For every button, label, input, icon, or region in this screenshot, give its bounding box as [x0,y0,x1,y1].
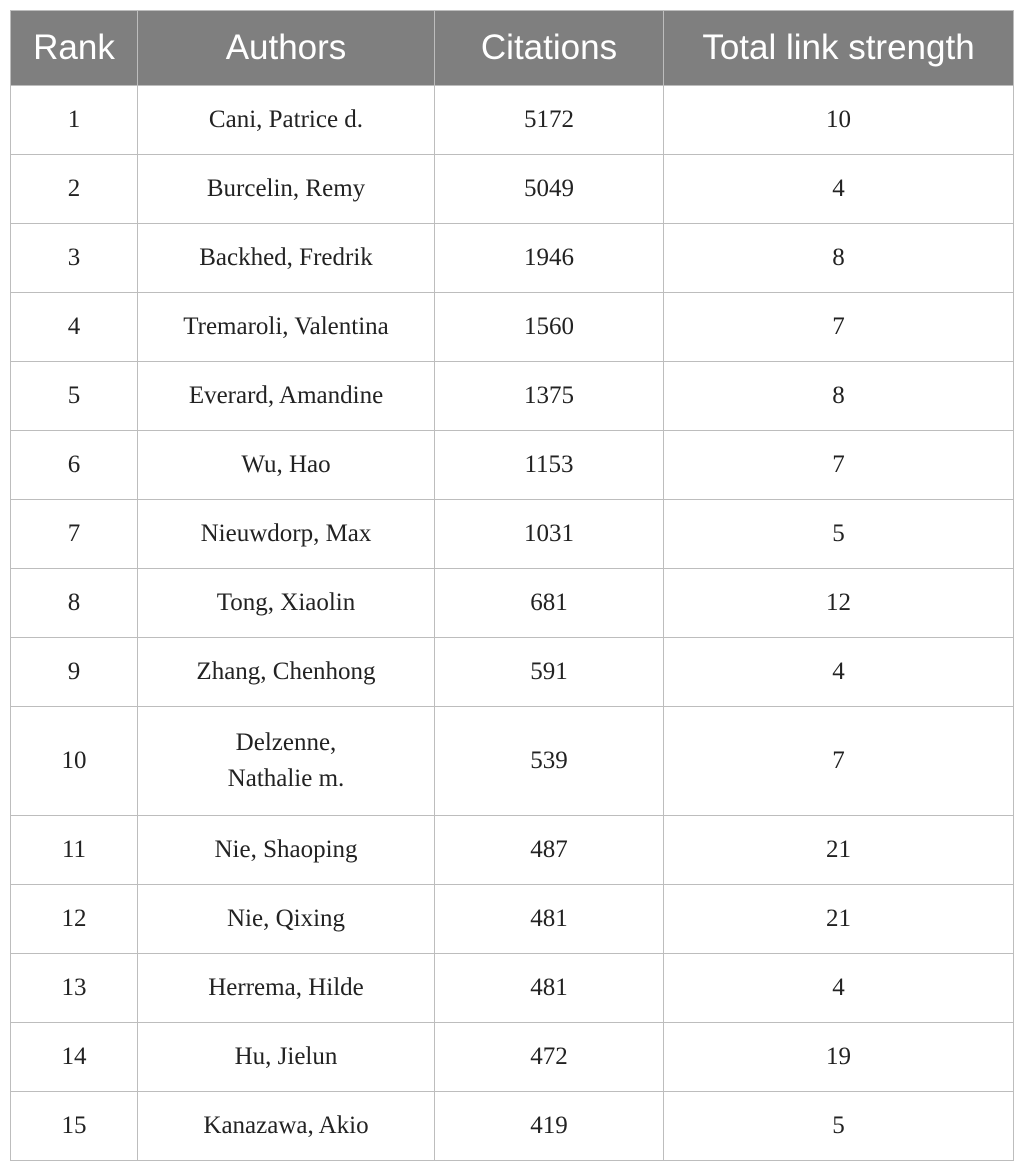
link-strength-cell: 4 [664,155,1014,224]
rank-cell: 11 [11,816,138,885]
link-strength-cell: 19 [664,1023,1014,1092]
author-cell: Cani, Patrice d. [138,86,435,155]
citations-cell: 487 [435,816,664,885]
link-strength-cell: 5 [664,1092,1014,1161]
header-authors: Authors [138,11,435,86]
author-cell: Burcelin, Remy [138,155,435,224]
author-cell: Delzenne, Nathalie m. [138,707,435,816]
table-row [11,293,1014,362]
rank-cell: 3 [11,224,138,293]
table-row [11,816,1014,885]
header-row [11,11,1014,86]
authors-citation-table [10,10,1014,1161]
link-strength-cell: 8 [664,224,1014,293]
rank-cell: 6 [11,431,138,500]
rank-cell: 7 [11,500,138,569]
citations-cell: 419 [435,1092,664,1161]
citations-cell: 539 [435,707,664,816]
table-row [11,638,1014,707]
author-cell: Wu, Hao [138,431,435,500]
link-strength-cell: 7 [664,707,1014,816]
table-row [11,431,1014,500]
citations-cell: 5049 [435,155,664,224]
link-strength-cell: 12 [664,569,1014,638]
table-header [11,11,1014,86]
table-row [11,1023,1014,1092]
rank-cell: 8 [11,569,138,638]
header-citations: Citations [435,11,664,86]
rank-cell: 15 [11,1092,138,1161]
citations-cell: 481 [435,885,664,954]
citations-cell: 1153 [435,431,664,500]
author-cell: Nie, Qixing [138,885,435,954]
citations-cell: 481 [435,954,664,1023]
citations-cell: 591 [435,638,664,707]
citations-cell: 1375 [435,362,664,431]
table-row [11,885,1014,954]
author-cell: Nieuwdorp, Max [138,500,435,569]
table-row [11,1092,1014,1161]
link-strength-cell: 21 [664,885,1014,954]
header-rank: Rank [11,11,138,86]
link-strength-cell: 7 [664,431,1014,500]
citations-cell: 472 [435,1023,664,1092]
table-row [11,954,1014,1023]
rank-cell: 12 [11,885,138,954]
rank-cell: 13 [11,954,138,1023]
citations-cell: 5172 [435,86,664,155]
rank-cell: 14 [11,1023,138,1092]
link-strength-cell: 21 [664,816,1014,885]
table-row [11,155,1014,224]
rank-cell: 9 [11,638,138,707]
citations-cell: 681 [435,569,664,638]
rank-cell: 10 [11,707,138,816]
link-strength-cell: 4 [664,638,1014,707]
author-cell: Tremaroli, Valentina [138,293,435,362]
link-strength-cell: 10 [664,86,1014,155]
header-total-link-strength: Total link strength [664,11,1014,86]
link-strength-cell: 7 [664,293,1014,362]
rank-cell: 1 [11,86,138,155]
author-cell: Zhang, Chenhong [138,638,435,707]
author-cell: Tong, Xiaolin [138,569,435,638]
table-row [11,86,1014,155]
author-cell: Backhed, Fredrik [138,224,435,293]
table-row [11,362,1014,431]
citations-cell: 1031 [435,500,664,569]
rank-cell: 2 [11,155,138,224]
author-cell: Hu, Jielun [138,1023,435,1092]
author-cell: Kanazawa, Akio [138,1092,435,1161]
rank-cell: 4 [11,293,138,362]
table-row [11,707,1014,816]
citations-cell: 1946 [435,224,664,293]
link-strength-cell: 8 [664,362,1014,431]
table-row [11,569,1014,638]
table-row [11,224,1014,293]
link-strength-cell: 4 [664,954,1014,1023]
author-cell: Everard, Amandine [138,362,435,431]
table-body [11,86,1014,1161]
citations-cell: 1560 [435,293,664,362]
table-row [11,500,1014,569]
link-strength-cell: 5 [664,500,1014,569]
author-cell: Nie, Shaoping [138,816,435,885]
author-cell: Herrema, Hilde [138,954,435,1023]
rank-cell: 5 [11,362,138,431]
